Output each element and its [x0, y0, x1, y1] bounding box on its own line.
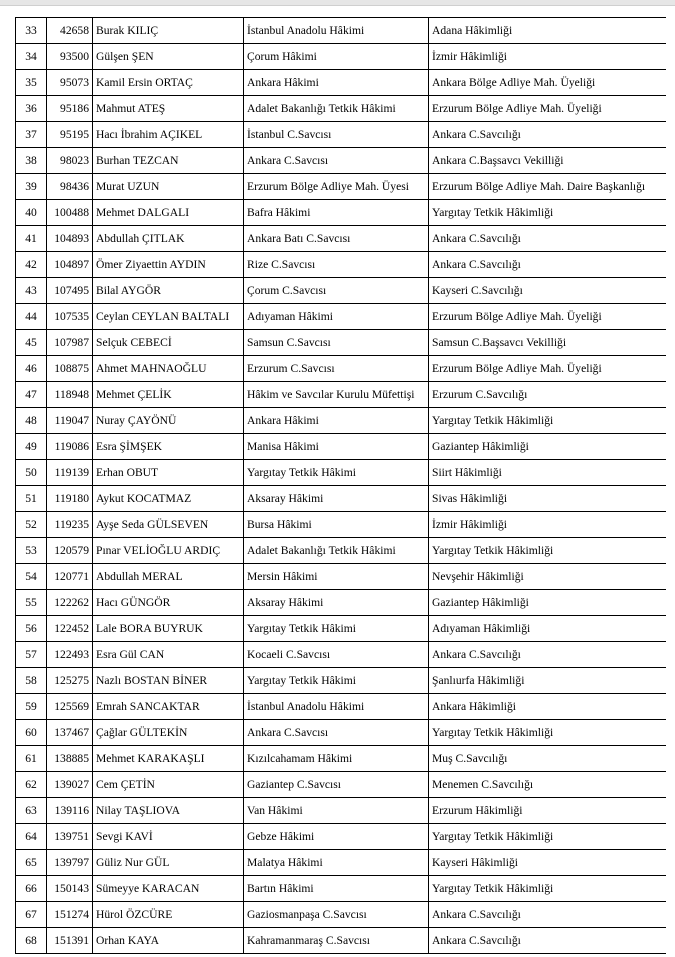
- new-position: Menemen C.Savcılığı: [429, 772, 667, 798]
- row-number: 34: [16, 44, 47, 70]
- registry-number: 122452: [47, 616, 93, 642]
- full-name: Nilay TAŞLIOVA: [93, 798, 244, 824]
- current-position: Çorum Hâkimi: [244, 44, 429, 70]
- table-row: [16, 252, 667, 278]
- new-position: Ankara C.Savcılığı: [429, 902, 667, 928]
- table-row: [16, 200, 667, 226]
- current-position: Adalet Bakanlığı Tetkik Hâkimi: [244, 96, 429, 122]
- new-position: Siirt Hâkimliği: [429, 460, 667, 486]
- registry-number: 139797: [47, 850, 93, 876]
- full-name: Cem ÇETİN: [93, 772, 244, 798]
- full-name: Güliz Nur GÜL: [93, 850, 244, 876]
- registry-number: 138885: [47, 746, 93, 772]
- registry-number: 104897: [47, 252, 93, 278]
- full-name: Abdullah ÇITLAK: [93, 226, 244, 252]
- registry-number: 120579: [47, 538, 93, 564]
- current-position: Adıyaman Hâkimi: [244, 304, 429, 330]
- row-number: 55: [16, 590, 47, 616]
- full-name: Erhan OBUT: [93, 460, 244, 486]
- current-position: Mersin Hâkimi: [244, 564, 429, 590]
- registry-number: 125569: [47, 694, 93, 720]
- new-position: Muş C.Savcılığı: [429, 746, 667, 772]
- full-name: Orhan KAYA: [93, 928, 244, 954]
- current-position: Ankara Hâkimi: [244, 408, 429, 434]
- new-position: Erzurum Bölge Adliye Mah. Üyeliği: [429, 356, 667, 382]
- row-number: 48: [16, 408, 47, 434]
- full-name: Sümeyye KARACAN: [93, 876, 244, 902]
- table-row: [16, 18, 667, 44]
- row-number: 46: [16, 356, 47, 382]
- table-row: [16, 486, 667, 512]
- table-body: [16, 18, 667, 954]
- row-number: 65: [16, 850, 47, 876]
- table-row: [16, 304, 667, 330]
- current-position: Erzurum C.Savcısı: [244, 356, 429, 382]
- registry-number: 107987: [47, 330, 93, 356]
- registry-number: 120771: [47, 564, 93, 590]
- appointment-table: [15, 17, 666, 954]
- full-name: Hürol ÖZCÜRE: [93, 902, 244, 928]
- new-position: Sivas Hâkimliği: [429, 486, 667, 512]
- row-number: 57: [16, 642, 47, 668]
- current-position: İstanbul Anadolu Hâkimi: [244, 694, 429, 720]
- registry-number: 150143: [47, 876, 93, 902]
- new-position: İzmir Hâkimliği: [429, 44, 667, 70]
- new-position: Ankara C.Savcılığı: [429, 642, 667, 668]
- document-page: [15, 17, 666, 957]
- table-row: [16, 512, 667, 538]
- table-row: [16, 70, 667, 96]
- current-position: Ankara C.Savcısı: [244, 148, 429, 174]
- row-number: 67: [16, 902, 47, 928]
- registry-number: 107535: [47, 304, 93, 330]
- full-name: Nazlı BOSTAN BİNER: [93, 668, 244, 694]
- full-name: Mehmet KARAKAŞLI: [93, 746, 244, 772]
- new-position: İzmir Hâkimliği: [429, 512, 667, 538]
- full-name: Mehmet DALGALI: [93, 200, 244, 226]
- new-position: Yargıtay Tetkik Hâkimliği: [429, 720, 667, 746]
- current-position: Ankara Batı C.Savcısı: [244, 226, 429, 252]
- full-name: Sevgi KAVİ: [93, 824, 244, 850]
- new-position: Ankara C.Savcılığı: [429, 226, 667, 252]
- registry-number: 125275: [47, 668, 93, 694]
- current-position: Bursa Hâkimi: [244, 512, 429, 538]
- row-number: 42: [16, 252, 47, 278]
- full-name: Burak KILIÇ: [93, 18, 244, 44]
- full-name: Abdullah MERAL: [93, 564, 244, 590]
- new-position: Gaziantep Hâkimliği: [429, 434, 667, 460]
- full-name: Lale BORA BUYRUK: [93, 616, 244, 642]
- current-position: Adalet Bakanlığı Tetkik Hâkimi: [244, 538, 429, 564]
- registry-number: 119086: [47, 434, 93, 460]
- current-position: Aksaray Hâkimi: [244, 486, 429, 512]
- full-name: Ahmet MAHNAOĞLU: [93, 356, 244, 382]
- registry-number: 118948: [47, 382, 93, 408]
- table-row: [16, 122, 667, 148]
- table-row: [16, 746, 667, 772]
- new-position: Erzurum Bölge Adliye Mah. Üyeliği: [429, 304, 667, 330]
- row-number: 58: [16, 668, 47, 694]
- current-position: İstanbul Anadolu Hâkimi: [244, 18, 429, 44]
- current-position: Yargıtay Tetkik Hâkimi: [244, 460, 429, 486]
- current-position: Kızılcahamam Hâkimi: [244, 746, 429, 772]
- new-position: Ankara Hâkimliği: [429, 694, 667, 720]
- registry-number: 139116: [47, 798, 93, 824]
- registry-number: 139751: [47, 824, 93, 850]
- registry-number: 42658: [47, 18, 93, 44]
- current-position: Gebze Hâkimi: [244, 824, 429, 850]
- registry-number: 107495: [47, 278, 93, 304]
- new-position: Kayseri C.Savcılığı: [429, 278, 667, 304]
- table-row: [16, 590, 667, 616]
- full-name: Gülşen ŞEN: [93, 44, 244, 70]
- table-row: [16, 408, 667, 434]
- current-position: Yargıtay Tetkik Hâkimi: [244, 616, 429, 642]
- table-row: [16, 694, 667, 720]
- table-row: [16, 434, 667, 460]
- current-position: Malatya Hâkimi: [244, 850, 429, 876]
- full-name: Pınar VELİOĞLU ARDIÇ: [93, 538, 244, 564]
- registry-number: 95186: [47, 96, 93, 122]
- full-name: Burhan TEZCAN: [93, 148, 244, 174]
- row-number: 37: [16, 122, 47, 148]
- new-position: Adana Hâkimliği: [429, 18, 667, 44]
- row-number: 60: [16, 720, 47, 746]
- registry-number: 108875: [47, 356, 93, 382]
- new-position: Kayseri Hâkimliği: [429, 850, 667, 876]
- full-name: Murat UZUN: [93, 174, 244, 200]
- table-row: [16, 850, 667, 876]
- full-name: Selçuk CEBECİ: [93, 330, 244, 356]
- new-position: Gaziantep Hâkimliği: [429, 590, 667, 616]
- row-number: 33: [16, 18, 47, 44]
- registry-number: 93500: [47, 44, 93, 70]
- row-number: 40: [16, 200, 47, 226]
- full-name: Çağlar GÜLTEKİN: [93, 720, 244, 746]
- row-number: 52: [16, 512, 47, 538]
- registry-number: 98436: [47, 174, 93, 200]
- new-position: Ankara C.Başsavcı Vekilliği: [429, 148, 667, 174]
- new-position: Yargıtay Tetkik Hâkimliği: [429, 200, 667, 226]
- registry-number: 122493: [47, 642, 93, 668]
- current-position: Hâkim ve Savcılar Kurulu Müfettişi: [244, 382, 429, 408]
- registry-number: 139027: [47, 772, 93, 798]
- row-number: 45: [16, 330, 47, 356]
- row-number: 63: [16, 798, 47, 824]
- registry-number: 119047: [47, 408, 93, 434]
- full-name: Mehmet ÇELİK: [93, 382, 244, 408]
- registry-number: 104893: [47, 226, 93, 252]
- full-name: Ömer Ziyaettin AYDIN: [93, 252, 244, 278]
- new-position: Şanlıurfa Hâkimliği: [429, 668, 667, 694]
- full-name: Emrah SANCAKTAR: [93, 694, 244, 720]
- new-position: Ankara C.Savcılığı: [429, 122, 667, 148]
- new-position: Adıyaman Hâkimliği: [429, 616, 667, 642]
- current-position: Gaziantep C.Savcısı: [244, 772, 429, 798]
- full-name: Esra ŞİMŞEK: [93, 434, 244, 460]
- current-position: Bartın Hâkimi: [244, 876, 429, 902]
- full-name: Esra Gül CAN: [93, 642, 244, 668]
- registry-number: 100488: [47, 200, 93, 226]
- row-number: 62: [16, 772, 47, 798]
- current-position: Ankara C.Savcısı: [244, 720, 429, 746]
- current-position: Rize C.Savcısı: [244, 252, 429, 278]
- new-position: Erzurum Bölge Adliye Mah. Daire Başkanlığı: [429, 174, 667, 200]
- table-row: [16, 876, 667, 902]
- new-position: Yargıtay Tetkik Hâkimliği: [429, 824, 667, 850]
- viewer-top-bar: [0, 0, 675, 6]
- full-name: Bilal AYGÖR: [93, 278, 244, 304]
- new-position: Erzurum C.Savcılığı: [429, 382, 667, 408]
- new-position: Ankara C.Savcılığı: [429, 928, 667, 954]
- row-number: 39: [16, 174, 47, 200]
- registry-number: 119180: [47, 486, 93, 512]
- table-row: [16, 226, 667, 252]
- registry-number: 95073: [47, 70, 93, 96]
- full-name: Ceylan CEYLAN BALTALI: [93, 304, 244, 330]
- registry-number: 119139: [47, 460, 93, 486]
- table-row: [16, 564, 667, 590]
- current-position: Manisa Hâkimi: [244, 434, 429, 460]
- current-position: Yargıtay Tetkik Hâkimi: [244, 668, 429, 694]
- full-name: Kamil Ersin ORTAÇ: [93, 70, 244, 96]
- row-number: 35: [16, 70, 47, 96]
- row-number: 68: [16, 928, 47, 954]
- row-number: 61: [16, 746, 47, 772]
- table-row: [16, 824, 667, 850]
- full-name: Aykut KOCATMAZ: [93, 486, 244, 512]
- table-row: [16, 278, 667, 304]
- current-position: Van Hâkimi: [244, 798, 429, 824]
- current-position: Samsun C.Savcısı: [244, 330, 429, 356]
- row-number: 66: [16, 876, 47, 902]
- new-position: Erzurum Hâkimliği: [429, 798, 667, 824]
- registry-number: 137467: [47, 720, 93, 746]
- new-position: Nevşehir Hâkimliği: [429, 564, 667, 590]
- row-number: 41: [16, 226, 47, 252]
- table-row: [16, 96, 667, 122]
- current-position: Çorum C.Savcısı: [244, 278, 429, 304]
- table-row: [16, 720, 667, 746]
- table-row: [16, 798, 667, 824]
- table-row: [16, 382, 667, 408]
- row-number: 38: [16, 148, 47, 174]
- table-row: [16, 902, 667, 928]
- current-position: Bafra Hâkimi: [244, 200, 429, 226]
- table-row: [16, 538, 667, 564]
- row-number: 51: [16, 486, 47, 512]
- new-position: Yargıtay Tetkik Hâkimliği: [429, 538, 667, 564]
- current-position: Kahramanmaraş C.Savcısı: [244, 928, 429, 954]
- row-number: 59: [16, 694, 47, 720]
- full-name: Nuray ÇAYÖNÜ: [93, 408, 244, 434]
- row-number: 49: [16, 434, 47, 460]
- registry-number: 95195: [47, 122, 93, 148]
- full-name: Hacı GÜNGÖR: [93, 590, 244, 616]
- new-position: Ankara C.Savcılığı: [429, 252, 667, 278]
- current-position: İstanbul C.Savcısı: [244, 122, 429, 148]
- row-number: 56: [16, 616, 47, 642]
- table-row: [16, 44, 667, 70]
- registry-number: 122262: [47, 590, 93, 616]
- row-number: 36: [16, 96, 47, 122]
- new-position: Yargıtay Tetkik Hâkimliği: [429, 408, 667, 434]
- new-position: Erzurum Bölge Adliye Mah. Üyeliği: [429, 96, 667, 122]
- table-row: [16, 642, 667, 668]
- registry-number: 98023: [47, 148, 93, 174]
- row-number: 53: [16, 538, 47, 564]
- row-number: 50: [16, 460, 47, 486]
- registry-number: 119235: [47, 512, 93, 538]
- row-number: 44: [16, 304, 47, 330]
- new-position: Ankara Bölge Adliye Mah. Üyeliği: [429, 70, 667, 96]
- new-position: Yargıtay Tetkik Hâkimliği: [429, 876, 667, 902]
- table-row: [16, 668, 667, 694]
- table-row: [16, 356, 667, 382]
- current-position: Aksaray Hâkimi: [244, 590, 429, 616]
- table-row: [16, 174, 667, 200]
- current-position: Gaziosmanpaşa C.Savcısı: [244, 902, 429, 928]
- current-position: Erzurum Bölge Adliye Mah. Üyesi: [244, 174, 429, 200]
- table-row: [16, 330, 667, 356]
- registry-number: 151274: [47, 902, 93, 928]
- row-number: 54: [16, 564, 47, 590]
- row-number: 43: [16, 278, 47, 304]
- table-row: [16, 460, 667, 486]
- table-row: [16, 928, 667, 954]
- current-position: Kocaeli C.Savcısı: [244, 642, 429, 668]
- table-row: [16, 148, 667, 174]
- full-name: Hacı İbrahim AÇIKEL: [93, 122, 244, 148]
- full-name: Ayşe Seda GÜLSEVEN: [93, 512, 244, 538]
- row-number: 64: [16, 824, 47, 850]
- table-row: [16, 616, 667, 642]
- full-name: Mahmut ATEŞ: [93, 96, 244, 122]
- registry-number: 151391: [47, 928, 93, 954]
- new-position: Samsun C.Başsavcı Vekilliği: [429, 330, 667, 356]
- current-position: Ankara Hâkimi: [244, 70, 429, 96]
- row-number: 47: [16, 382, 47, 408]
- table-row: [16, 772, 667, 798]
